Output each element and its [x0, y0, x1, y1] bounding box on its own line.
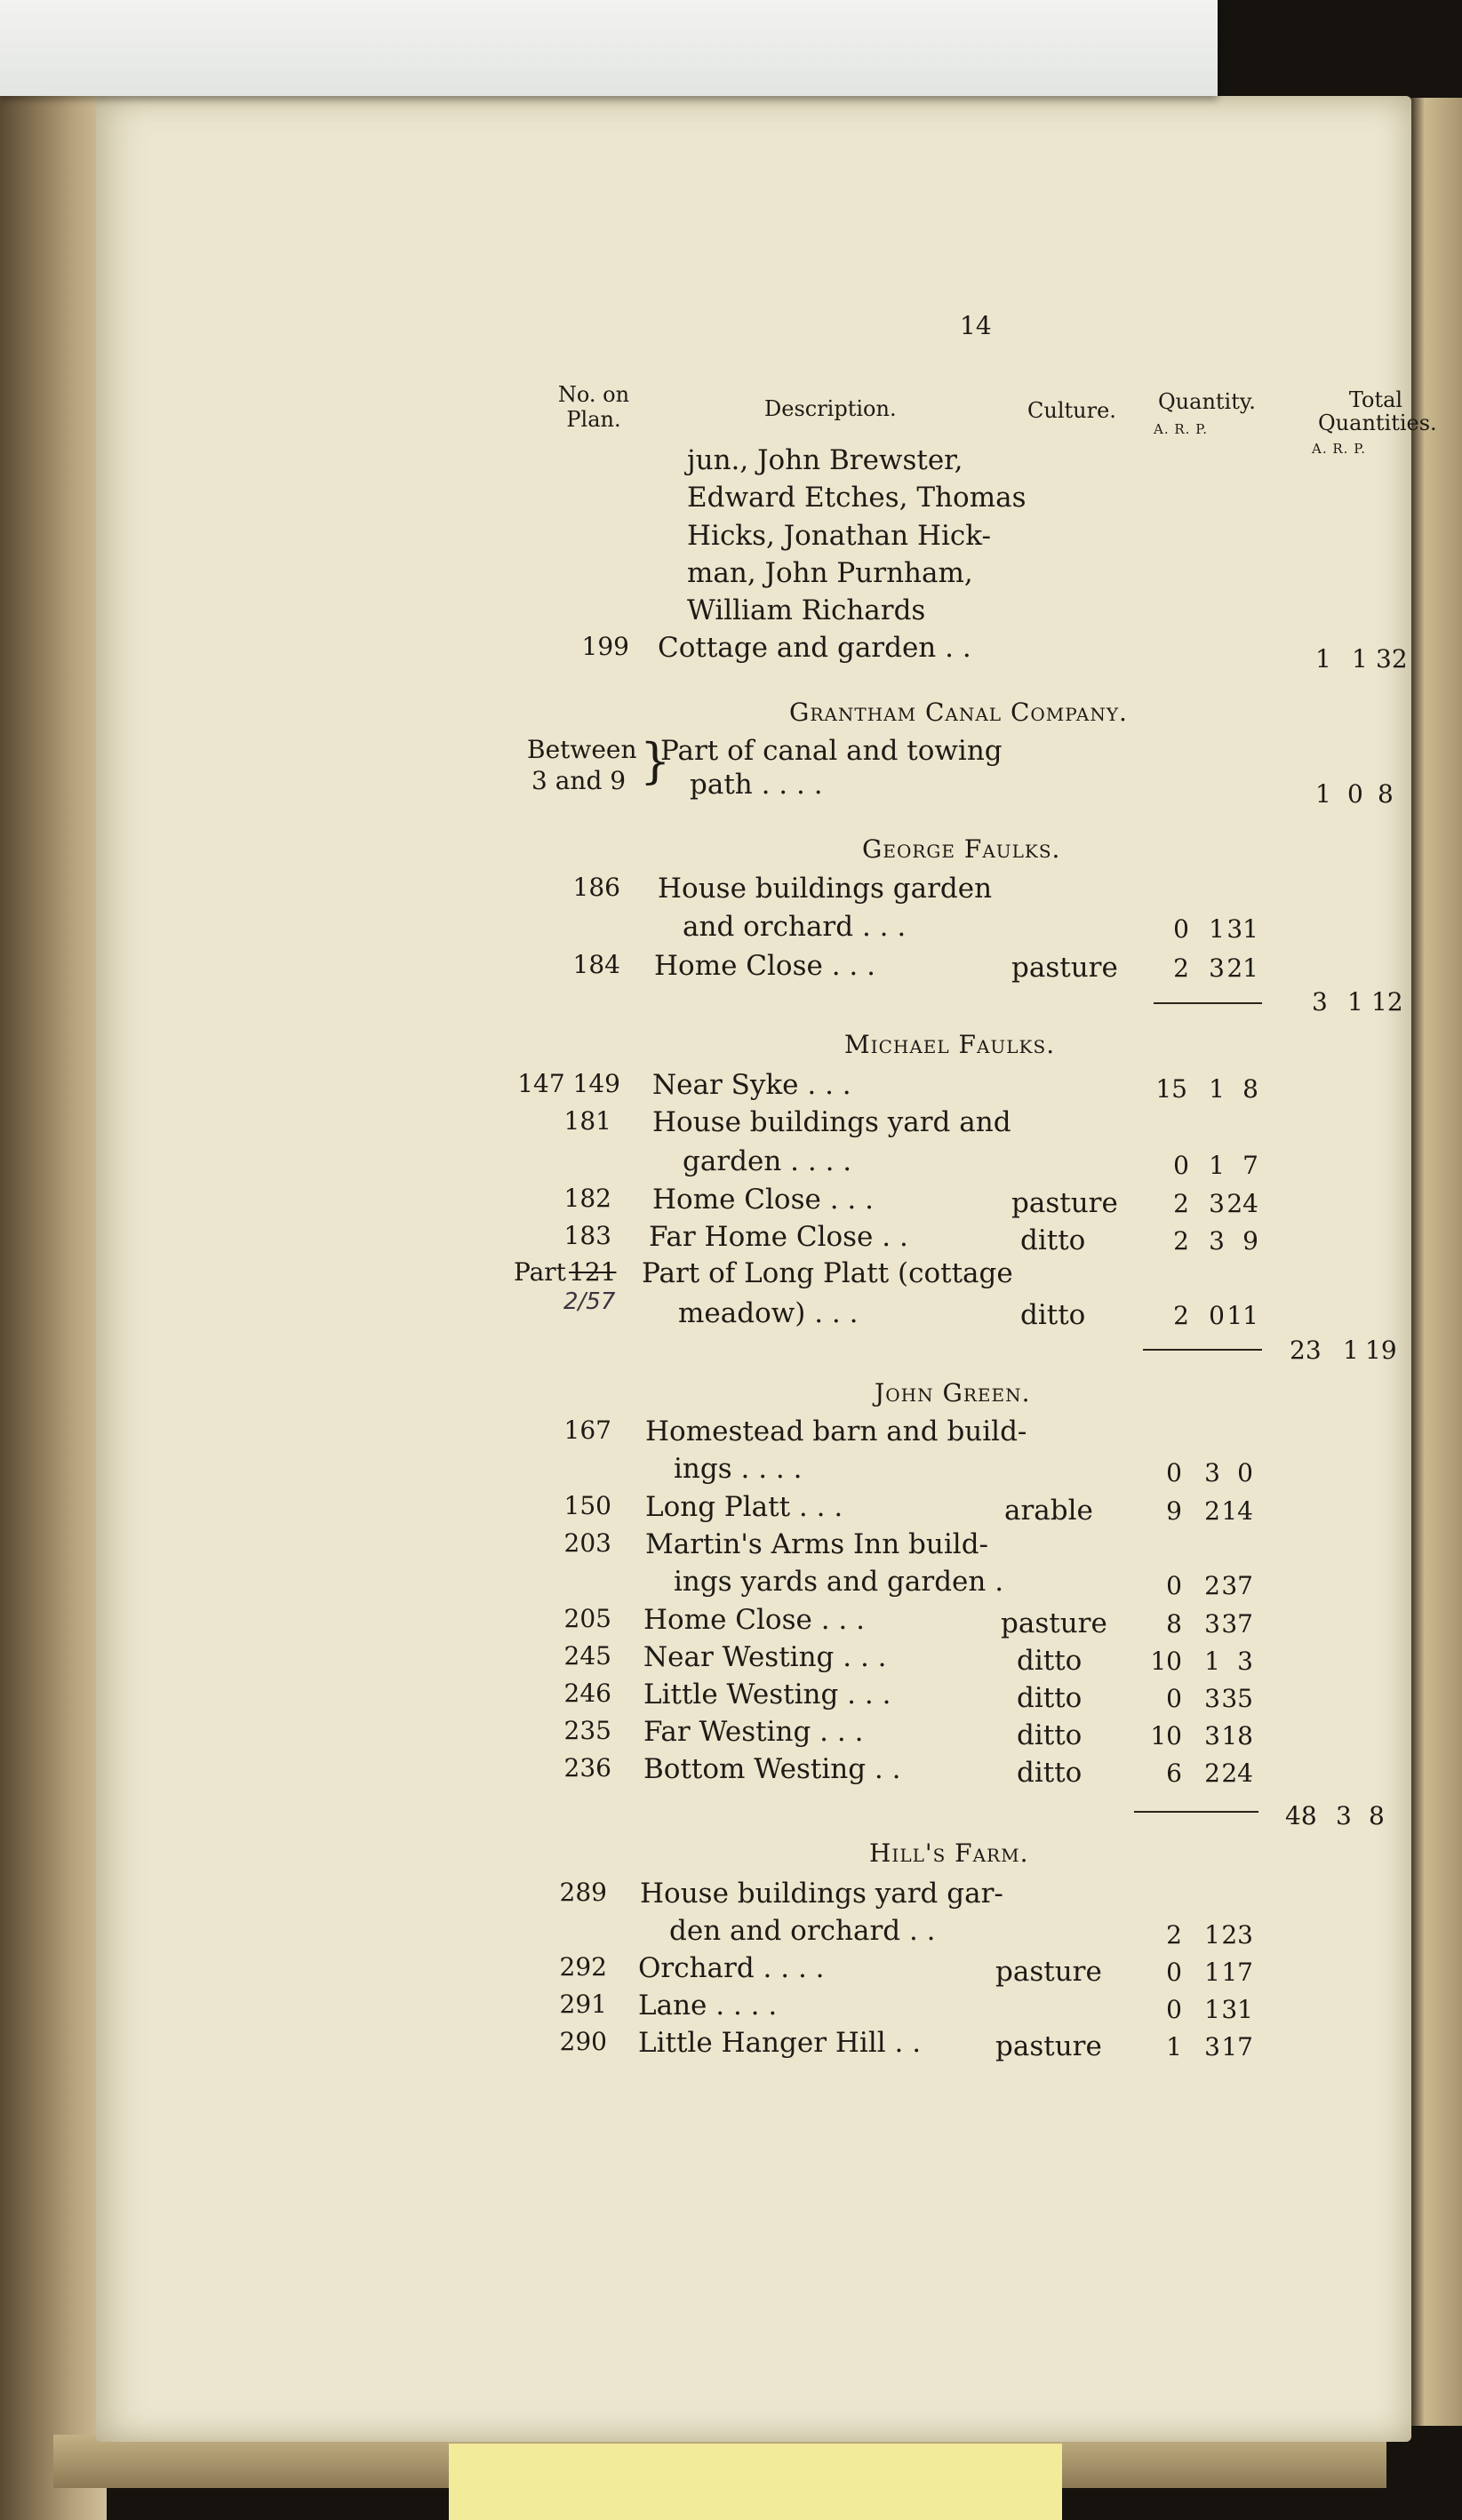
plan-number: 203	[563, 1528, 611, 1558]
sticky-note	[449, 2444, 1062, 2520]
quantity-acres: 0	[1166, 1458, 1182, 1487]
culture: ditto	[1017, 1757, 1083, 1789]
quantity-acres: 2	[1166, 1920, 1182, 1950]
quantity-perches: 9	[1242, 1226, 1258, 1256]
quantity-acres: 0	[1166, 1958, 1182, 1987]
quantity-roods: 1	[1204, 1995, 1220, 2024]
quantity-acres: 0	[1173, 914, 1189, 944]
description: and orchard . . .	[683, 911, 907, 943]
quantity-acres: 2	[1173, 1189, 1189, 1218]
total-acres: 48	[1285, 1801, 1317, 1830]
total-perches: 19	[1365, 1336, 1397, 1365]
quantity-roods: 3	[1204, 1458, 1220, 1487]
plan-number: 236	[563, 1753, 611, 1782]
total-perches: 12	[1371, 987, 1403, 1017]
plan-number: 184	[572, 950, 620, 979]
continuation-line: jun., John Brewster,	[687, 444, 963, 476]
description: Near Westing . . .	[643, 1641, 887, 1673]
continuation-line: man, John Purnham,	[687, 557, 973, 589]
plan-number: 205	[563, 1604, 611, 1633]
plan-number: 147 149	[517, 1069, 620, 1098]
total-acres: 1	[1315, 644, 1331, 674]
document-page	[96, 96, 1437, 2442]
quantity-perches: 21	[1226, 953, 1258, 983]
description: meadow) . . .	[678, 1297, 859, 1329]
quantity-perches: 3	[1237, 1647, 1253, 1676]
culture: pasture	[995, 2030, 1102, 2062]
description: House buildings garden	[658, 873, 993, 905]
quantity-acres: 2	[1173, 953, 1189, 983]
quantity-perches: 35	[1221, 1684, 1253, 1713]
section-heading: John Green.	[875, 1378, 1031, 1408]
description: Part of Long Platt (cottage	[642, 1257, 1013, 1289]
handwritten-plan-number: 2/57	[563, 1288, 616, 1315]
quantity-acres: 0	[1166, 1995, 1182, 2024]
total-roods: 0	[1347, 779, 1363, 809]
culture: pasture	[995, 1956, 1102, 1988]
culture: ditto	[1017, 1682, 1083, 1714]
quantity-perches: 18	[1221, 1721, 1253, 1750]
continuation-line: William Richards	[687, 594, 926, 626]
plan-number-prefix: Part	[514, 1257, 566, 1287]
brace-icon: }	[640, 733, 671, 789]
quantity-roods: 3	[1209, 1226, 1225, 1256]
page-number: 14	[960, 311, 992, 340]
header-culture: Culture.	[1027, 398, 1116, 423]
plan-number: 199	[581, 632, 629, 661]
quantity-perches: 24	[1221, 1758, 1253, 1788]
description: Bottom Westing . .	[643, 1753, 901, 1785]
quantity-roods: 3	[1204, 1721, 1220, 1750]
quantity-roods: 1	[1209, 1074, 1225, 1104]
total-roods: 3	[1336, 1801, 1352, 1830]
description: Cottage and garden . .	[658, 632, 971, 664]
quantity-roods: 2	[1204, 1758, 1220, 1788]
total-perches: 32	[1376, 644, 1408, 674]
quantity-roods: 1	[1204, 1920, 1220, 1950]
culture: ditto	[1020, 1299, 1086, 1331]
description: garden . . . .	[683, 1145, 852, 1177]
quantity-roods: 3	[1204, 1684, 1220, 1713]
total-roods: 1	[1343, 1336, 1359, 1365]
section-heading: Hill's Farm.	[869, 1838, 1029, 1868]
quantity-acres: 6	[1166, 1758, 1182, 1788]
quantity-roods: 3	[1209, 953, 1225, 983]
description: House buildings yard gar-	[640, 1878, 1003, 1910]
culture: arable	[1004, 1495, 1093, 1527]
header-total-quantities: Quantities.	[1318, 411, 1437, 435]
description: ings yards and garden .	[674, 1566, 1004, 1598]
total-roods: 1	[1352, 644, 1368, 674]
quantity-acres: 2	[1173, 1226, 1189, 1256]
culture: ditto	[1017, 1719, 1083, 1751]
header-quantity: Quantity.	[1158, 389, 1256, 414]
description: path . . . .	[690, 769, 823, 801]
quantity-perches: 0	[1237, 1458, 1253, 1487]
description: Home Close . . .	[643, 1604, 865, 1636]
subtotal-rule	[1154, 1002, 1262, 1004]
paper-slip-top	[0, 0, 1218, 96]
description: den and orchard . .	[669, 1915, 936, 1947]
total-acres: 3	[1312, 987, 1328, 1017]
header-quantity-units: A. R. P.	[1154, 421, 1209, 437]
plan-number: 167	[563, 1416, 611, 1445]
quantity-perches: 14	[1221, 1496, 1253, 1526]
plan-number: 245	[563, 1641, 611, 1671]
plan-number: 186	[572, 873, 620, 902]
description: Homestead barn and build-	[645, 1416, 1027, 1447]
quantity-perches: 8	[1242, 1074, 1258, 1104]
book-spine-left	[0, 89, 107, 2520]
header-description: Description.	[764, 396, 897, 421]
plan-number: 183	[563, 1221, 611, 1250]
total-perches: 8	[1378, 779, 1394, 809]
description: Long Platt . . .	[645, 1491, 843, 1523]
description: Orchard . . . .	[638, 1952, 825, 1984]
quantity-acres: 0	[1166, 1684, 1182, 1713]
plan-number: 246	[563, 1679, 611, 1708]
description: Little Hanger Hill . .	[638, 2027, 922, 2059]
quantity-acres: 8	[1166, 1609, 1182, 1639]
quantity-perches: 11	[1226, 1301, 1258, 1330]
quantity-perches: 31	[1221, 1995, 1253, 2024]
section-heading: George Faulks.	[862, 834, 1061, 864]
description: Lane . . . .	[638, 1990, 778, 2022]
quantity-acres: 1	[1166, 2032, 1182, 2061]
header-total: Total	[1348, 387, 1403, 412]
section-heading: Michael Faulks.	[844, 1030, 1056, 1059]
quantity-perches: 37	[1221, 1609, 1253, 1639]
quantity-acres: 10	[1150, 1647, 1182, 1676]
quantity-acres: 0	[1173, 1151, 1189, 1180]
plan-number: 3 and 9	[531, 766, 627, 795]
description: House buildings yard and	[652, 1106, 1011, 1138]
quantity-roods: 0	[1209, 1301, 1225, 1330]
description: Martin's Arms Inn build-	[645, 1528, 989, 1560]
header-total-units: A. R. P.	[1312, 441, 1367, 457]
description: Little Westing . . .	[643, 1679, 891, 1711]
description: Part of canal and towing	[660, 735, 1003, 767]
plan-number: 289	[559, 1878, 607, 1907]
section-heading: Grantham Canal Company.	[789, 698, 1128, 727]
plan-number: 182	[563, 1184, 611, 1213]
quantity-perches: 7	[1242, 1151, 1258, 1180]
description: Home Close . . .	[654, 950, 875, 982]
subtotal-rule	[1143, 1349, 1262, 1351]
plan-number: 291	[559, 1990, 607, 2019]
quantity-perches: 31	[1226, 914, 1258, 944]
quantity-roods: 1	[1209, 1151, 1225, 1180]
description: Home Close . . .	[652, 1184, 874, 1216]
subtotal-rule	[1134, 1811, 1258, 1813]
header-no-on-plan: No. on	[557, 382, 630, 407]
quantity-acres: 15	[1155, 1074, 1187, 1104]
continuation-line: Edward Etches, Thomas	[687, 482, 1027, 514]
quantity-roods: 3	[1209, 1189, 1225, 1218]
description: Far Home Close . .	[649, 1221, 908, 1253]
culture: ditto	[1017, 1645, 1083, 1677]
quantity-perches: 17	[1221, 2032, 1253, 2061]
culture: pasture	[1011, 1187, 1118, 1219]
quantity-roods: 1	[1204, 1958, 1220, 1987]
total-acres: 1	[1315, 779, 1331, 809]
quantity-acres: 9	[1166, 1496, 1182, 1526]
book-edge-right	[1409, 98, 1462, 2426]
plan-number-struck: 121	[569, 1257, 617, 1287]
quantity-acres: 10	[1150, 1721, 1182, 1750]
description: Far Westing . . .	[643, 1716, 864, 1748]
quantity-roods: 3	[1204, 1609, 1220, 1639]
quantity-roods: 1	[1204, 1647, 1220, 1676]
plan-number: 290	[559, 2027, 607, 2056]
quantity-acres: 2	[1173, 1301, 1189, 1330]
culture: pasture	[1011, 952, 1118, 984]
continuation-line: Hicks, Jonathan Hick-	[687, 520, 991, 552]
quantity-roods: 2	[1204, 1496, 1220, 1526]
plan-number: 292	[559, 1952, 607, 1982]
total-acres: 23	[1290, 1336, 1322, 1365]
plan-number: 235	[563, 1716, 611, 1745]
description: ings . . . .	[674, 1453, 803, 1485]
quantity-perches: 24	[1226, 1189, 1258, 1218]
quantity-roods: 2	[1204, 1571, 1220, 1600]
header-plan: Plan.	[566, 407, 621, 432]
culture: ditto	[1020, 1224, 1086, 1256]
plan-number: 150	[563, 1491, 611, 1520]
plan-number: Between	[527, 735, 637, 764]
quantity-roods: 1	[1209, 914, 1225, 944]
quantity-acres: 0	[1166, 1571, 1182, 1600]
plan-number: 181	[563, 1106, 611, 1136]
total-perches: 8	[1369, 1801, 1385, 1830]
quantity-perches: 23	[1221, 1920, 1253, 1950]
culture: pasture	[1001, 1607, 1107, 1639]
total-roods: 1	[1347, 987, 1363, 1017]
quantity-perches: 37	[1221, 1571, 1253, 1600]
quantity-roods: 3	[1204, 2032, 1220, 2061]
quantity-perches: 17	[1221, 1958, 1253, 1987]
description: Near Syke . . .	[652, 1069, 851, 1101]
